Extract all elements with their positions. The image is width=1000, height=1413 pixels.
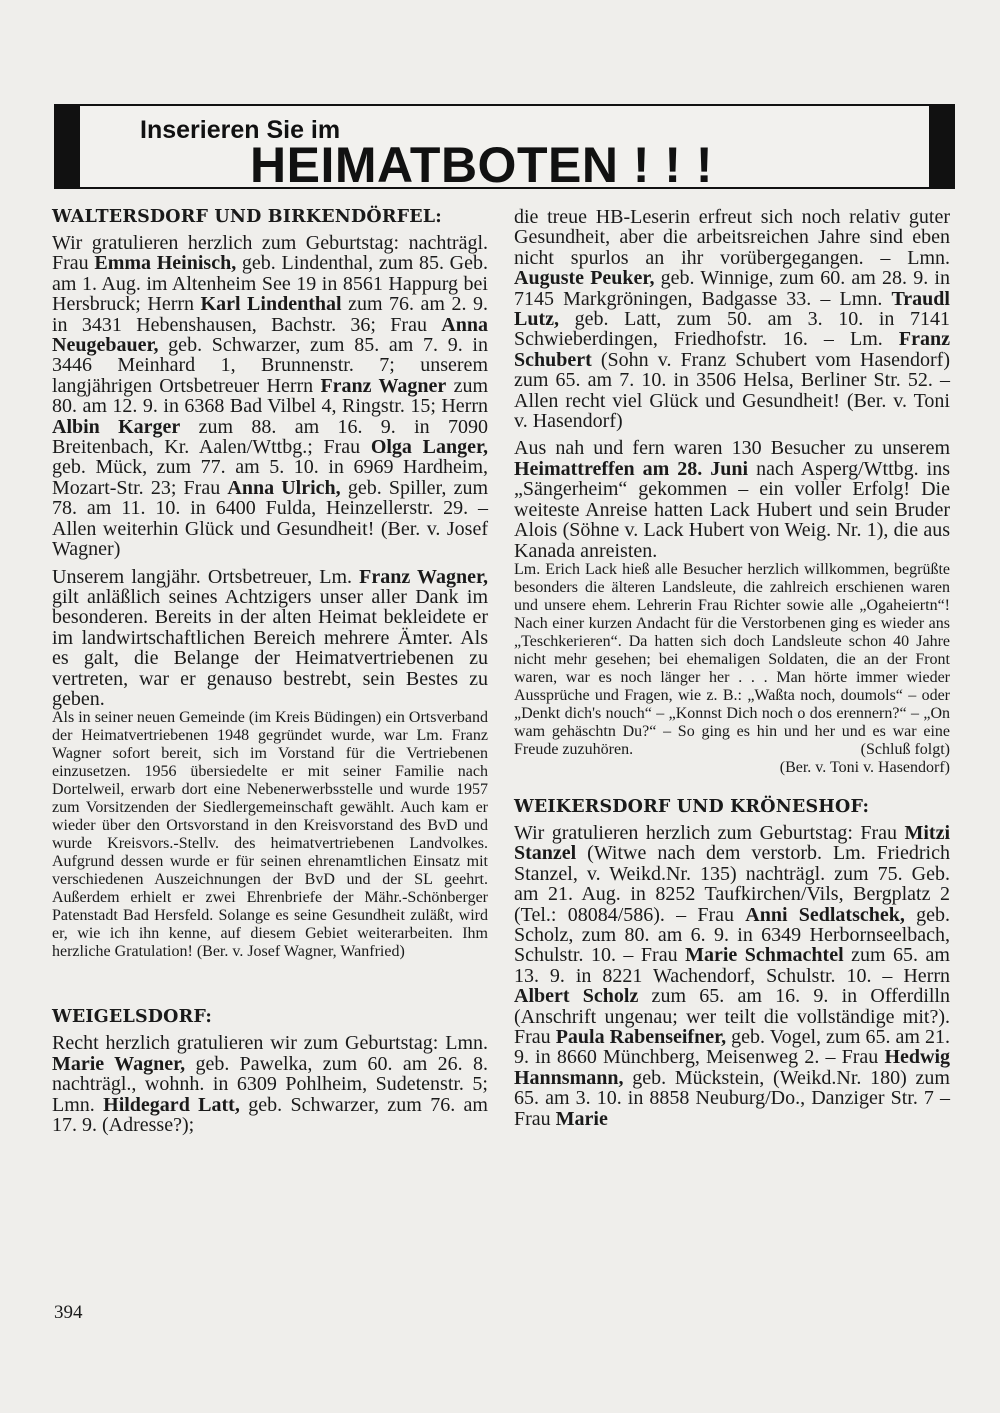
banner-line1: Inserieren Sie im — [140, 116, 341, 144]
text-run: Unserem langjähr. Ortsbetreuer, Lm. — [52, 565, 360, 588]
text-run: Aus nah und fern waren 130 Besucher zu unserem — [514, 437, 950, 460]
person-name: Karl Lindenthal — [200, 293, 342, 316]
text-run: geb. Pawelka, zum 60. am 26. 8. nachträgl., wohnh. in 6309 Pohlheim, Sudetenstr. 5; Lmn. — [52, 1052, 488, 1116]
text-run: geb. Mück, zum 77. am 5. 10. in 6969 Hardheim, Mozart-Str. 23; Frau — [52, 456, 488, 499]
text-run: zum 65. am 16. 9. in Offerdilln (Anschrift ungenau; wer teilt die vollständige mit?). Frau — [514, 985, 950, 1048]
text-run: geb. Winnige, zum 60. am 28. 9. in 7145 Markgröningen, Badgasse 33. – Lmn. — [514, 267, 950, 310]
section-title-weikersdorf: WEIKERSDORF UND KRÖNESHOF: — [514, 796, 870, 817]
left-column — [52, 207, 488, 1135]
paragraph-wagner-biography: Als in seiner neuen Gemeinde (im Kreis Büdingen) ein Ortsverband der Heimatvertriebenen 1948 gegründet wurde, war Lm. Franz Wagner sofort bereit, sich im Vorstand für die Vertriebenen einzusetzen. 1956 übersiedelte er mit seiner Familie nach Dortelweil, erwarb dort eine Nebenerwerbsstelle und wurde 1957 zum Vorsitzenden der Siedlergemeinschaft gewählt. Auch kam er wieder über den Ortsvorstand in den Kreisvorstand des BvD und wurde Kreisvors.-Stellv. des heimatvertriebenen Landvolkes. Aufgrund dessen wurde er für seinen ehrenamtlichen Einsatz mit verschiedenen Auszeichnungen der BvD und der SL geehrt. Außerdem erhielt er zwei Ehrenbriefe der Mähr.-Schönberger Patenstadt Bad Hersfeld. Solange es seine Gesundheit zuläßt, wird er, wie ich ihn kenne, auf diesem Gebiet weiterarbeiten. Ihm herzliche Gratulation! (Ber. v. Josef Wagner, Wanfried) — [52, 709, 488, 961]
text-run: Wir gratulieren herzlich zum Geburtstag: Frau — [514, 821, 905, 844]
person-name: Franz Schubert — [514, 328, 950, 371]
paragraph-weigelsdorf-continued — [514, 207, 950, 431]
text-run: (Sohn v. Franz Schubert vom Hasendorf) zum 65. am 7. 10. in 3506 Helsa, Berliner Str. 52. – Allen recht viel Glück und Gesundheit! (Ber. v. Toni v. Hasendorf) — [514, 348, 950, 433]
ad-banner — [54, 104, 955, 193]
person-name: Auguste Peuker, — [514, 267, 655, 290]
text-run: gilt anläßlich seines Achtzigers unser aller Dank im besonderen. Bereits in der alten Heimat bekleidete er im landwirtschaftlichen Bereich mehrere Ämter. Als es galt, die Belange der Heimatvertriebenen zu vertreten, war er genauso bestrebt, sein Bestes zu geben. — [52, 585, 488, 710]
paragraph-heimattreffen-report — [514, 561, 950, 759]
text-run: nach Asperg/Wttbg. ins „Sängerheim“ gekommen – ein voller Erfolg! Die weiteste Anreise hatten Lack Hubert und sein Bruder Alois (Söhne v. Lack Hubert von Weig. Nr. 1), die aus Kanada anreisten. — [514, 457, 950, 562]
person-name: Anna Ulrich, — [227, 476, 341, 499]
banner-headline: HEIMATBOTEN ! ! ! — [250, 137, 714, 193]
page-number: 394 — [54, 1302, 83, 1323]
person-name: Hildegard Latt, — [103, 1093, 240, 1116]
text-run: zum 65. am 13. 9. in 8221 Wachendorf, Schulstr. 10. – Herrn — [514, 944, 950, 987]
text-run: geb. Lindenthal, zum 85. Geb. am 1. Aug. im Altenheim See 19 in 8561 Happurg bei Hersbruck; Herrn — [52, 252, 488, 316]
report-text: Lm. Erich Lack hieß alle Besucher herzlich willkommen, begrüßte besonders die älteren Landsleute, die zahlreich erschienen waren und unsere ehem. Lehrerin Frau Richter sowie alle „Ogaheiertn“! Nach einer kurzen Andacht für die Verstorbenen ging es wieder ans „Teschkerieren“. Da hatten sich doch Landsleute schon 40 Jahre nicht mehr gesehen; bei ehemaligen Soldaten, die an der Front waren, war es noch länger her . . . Man hörte immer wieder Aussprüche und Fragen, wie z. B.: „Waßta noch, doumols“ – oder „Denkt dich's nouch“ – „Konnst Dich noch o dos erennern?“ – „On wam gehäschtn Du?“ – So ging es hin und her und es war eine Freude zuzuhören. — [514, 560, 950, 758]
text-run: geb. Schwarzer, zum 76. am 17. 9. (Adresse?); — [52, 1093, 488, 1136]
banner-left-bar — [56, 106, 80, 187]
section-title-waltersdorf: WALTERSDORF UND BIRKENDÖRFEL: — [52, 207, 442, 227]
text-run: geb. Schwarzer, zum 85. am 7. 9. in 3446 Meinhard 1, Brunnenstr. 7; unserem langjährigen Ortsbetreuer Herrn — [52, 334, 488, 397]
paragraph-heimattreffen — [514, 438, 950, 560]
person-name: Mitzi Stanzel — [514, 821, 950, 865]
person-name: Marie Schmachtel — [685, 944, 844, 967]
text-run: Wir gratulieren herzlich zum Geburtstag: nachträgl. Frau — [52, 232, 488, 275]
report-continued-note: (Schluß folgt) — [860, 740, 950, 758]
text-run: geb. Spiller, zum 78. am 11. 10. in 6400 Fulda, Heinzellerstr. 29. – Allen weiterhin Glück und Gesundheit! (Ber. v. Josef Wagner) — [52, 476, 489, 561]
person-name: Albin Karger — [52, 415, 181, 438]
report-signature: (Ber. v. Toni v. Hasendorf) — [779, 758, 950, 776]
text-run: geb. Latt, zum 50. am 3. 10. in 7141 Schwieberdingen, Friedhofstr. 16. – Lm. — [514, 308, 950, 351]
text-run: geb. Vogel, zum 65. am 21. 9. in 8660 Münchberg, Meisenweg 2. – Frau — [514, 1025, 950, 1069]
text-run: zum 88. am 16. 9. in 7090 Breitenbach, Kr. Aalen/Wttbg.; Frau — [52, 415, 488, 459]
right-column — [514, 207, 950, 1129]
person-name: Franz Wagner — [320, 374, 447, 397]
person-name: Albert Scholz — [514, 985, 639, 1008]
person-name: Heimattreffen am 28. Juni — [514, 457, 749, 480]
text-run: (Witwe nach dem verstorb. Lm. Friedrich Stanzel, v. Weikd.Nr. 135) nachträgl. zum 75. Geb. am 21. Aug. in 8252 Taufkirchen/Vils, Bergplatz 2 (Tel.: 08084/586). – Frau — [514, 842, 950, 926]
paragraph-wagner-tribute — [52, 567, 488, 710]
person-name: Olga Langer, — [370, 436, 488, 459]
text-run: geb. Mückstein, (Weikd.Nr. 180) zum 65. am 3. 10. in 8858 Neuburg/Do., Danziger Str. 7 – Frau — [514, 1066, 950, 1130]
text-run: die treue HB-Leserin erfreut sich noch relativ guter Gesundheit, aber die arbeitsreichen Jahre sind eben nicht spurlos an ihr vorübergegangen. – Lmn. — [514, 206, 950, 269]
paragraph-weigelsdorf-birthdays — [52, 1033, 488, 1135]
text-run: zum 76. am 2. 9. in 3431 Hebenshausen, Bachstr. 36; Frau — [52, 293, 489, 336]
person-name: Anni Sedlatschek, — [745, 903, 905, 926]
paragraph-waltersdorf-birthdays — [52, 233, 488, 560]
paragraph-weikersdorf-birthdays — [514, 823, 950, 1129]
text-run: geb. Scholz, zum 80. am 6. 9. in 6349 Herbornseelbach, Schulstr. 10. – Frau — [514, 903, 950, 967]
person-name: Traudl Lutz, — [514, 287, 950, 331]
text-run: zum 80. am 12. 9. in 6368 Bad Vilbel 4, Ringstr. 15; Herrn — [52, 374, 488, 418]
person-name: Anna Neugebauer, — [52, 313, 488, 357]
person-name: Hedwig Hannsmann, — [514, 1046, 950, 1089]
person-name: Franz Wagner, — [359, 565, 488, 588]
person-name: Marie — [555, 1107, 608, 1130]
section-title-weigelsdorf: WEIGELSDORF: — [52, 1007, 213, 1028]
banner-right-bar — [929, 106, 953, 187]
text-run: Recht herzlich gratulieren wir zum Geburtstag: Lmn. — [52, 1032, 488, 1055]
person-name: Emma Heinisch, — [94, 252, 237, 275]
person-name: Paula Rabenseifner, — [555, 1025, 727, 1048]
person-name: Marie Wagner, — [52, 1052, 186, 1075]
